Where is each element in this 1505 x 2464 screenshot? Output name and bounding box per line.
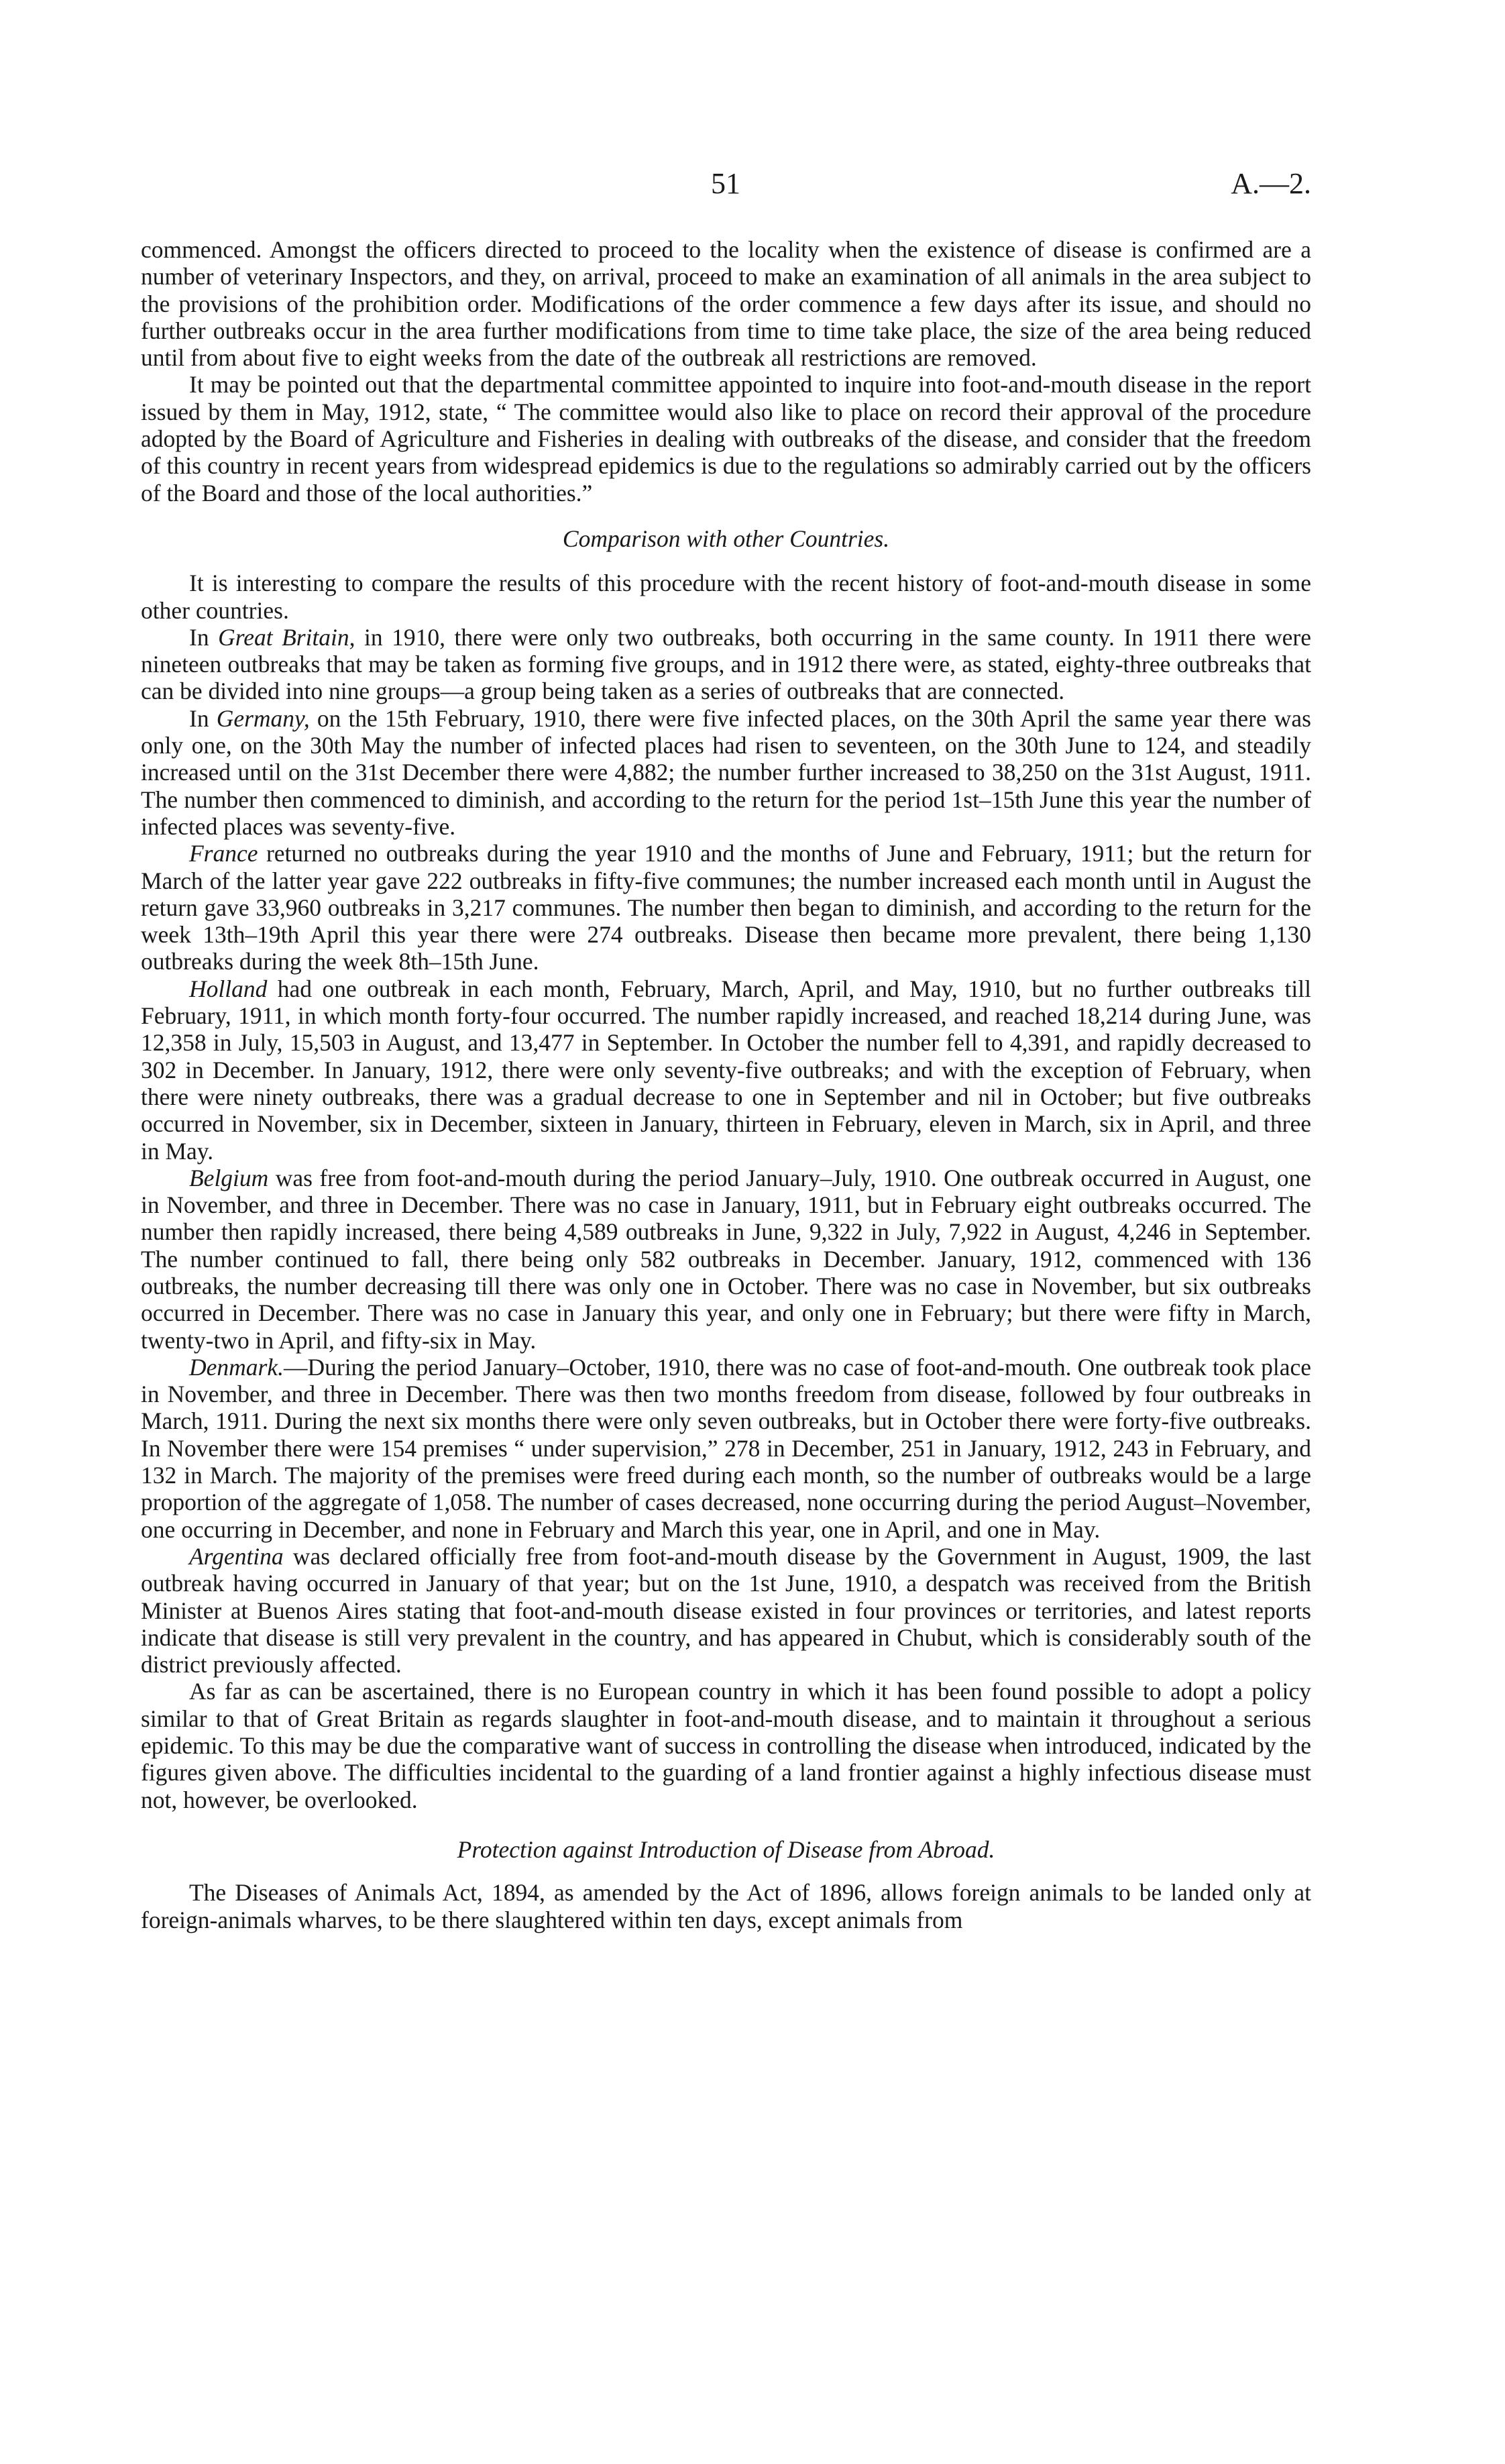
paragraph-great-britain: In Great Britain, in 1910, there were only two outbreaks, both occurring in the same county. In 1911 there were nineteen outbreaks that may be taken as forming five groups, and in 1912 there were, as stated, eighty-three outbreaks that can be divided into nine groups—a group being taken as a series of outbreaks that are connected.	[141, 623, 1312, 705]
section-heading-protection: Protection against Introduction of Disease from Abroad.	[457, 1835, 995, 1863]
country-name: Great Britain,	[218, 623, 355, 651]
paragraph-denmark: Denmark.—During the period January–October, 1910, there was no case of foot-and-mouth. One outbreak took place in November, and three in December. There was then two months freedom from disease, followed by four outbreaks in March, 1911. During the next six months there were only seven outbreaks, but in October there were forty-five outbreaks. In November there were 154 premises “ under supervision,” 278 in December, 251 in January, 1912, 243 in February, and 132 in March. The majority of the premises were freed during each month, so the number of outbreaks would be a large proportion of the aggregate of 1,058. The number of cases decreased, none occurring during the period August–November, one occurring in December, and none in February and March this year, one in April, and one in May.	[141, 1353, 1311, 1543]
section-heading-comparison: Comparison with other Countries.	[562, 525, 890, 552]
paragraph-argentina: Argentina was declared officially free from foot-and-mouth disease by the Government in August, 1909, the last outbreak having occurred in January of that year; but on the 1st June, 1910, a despatch was received from the British Minister at Buenos Aires stating that foot-and-mouth disease existed in four provinces or territories, and latest reports indicate that disease is still very prevalent in the country, and has appeared in Chubut, which is considerably south of the district previously affected.	[141, 1542, 1311, 1678]
paragraph-conclusion: As far as can be ascertained, there is no European country in which it has been found possible to adopt a policy similar to that of Great Britain as regards slaughter in foot-and-mouth disease, and to maintain it throughout a serious epidemic. To this may be due the comparative want of success in controlling the disease when introduced, indicated by the figures given above. The difficulties incidental to the guarding of a land frontier against a highly infectious disease must not, however, be overlooked.	[141, 1678, 1311, 1813]
document-reference: A.—2.	[1231, 167, 1311, 200]
country-name: Belgium	[189, 1164, 269, 1191]
paragraph-belgium: Belgium was free from foot-and-mouth during the period January–July, 1910. One outbreak occurred in August, one in November, and three in December. There was no case in January, 1911, but in February eight outbreaks occurred. The number then rapidly increased, there being 4,589 outbreaks in June, 9,322 in July, 7,922 in August, 4,246 in September. The number continued to fall, there being only 582 outbreaks in December. January, 1912, commenced with 136 outbreaks, the number decreasing till there was only one in October. There was no case in November, but six outbreaks occurred in December. There was no case in January this year, and only one in February; but there were fifty in March, twenty-two in April, and fifty-six in May.	[141, 1164, 1311, 1354]
page-header	[141, 166, 1311, 207]
paragraph-diseases-act: The Diseases of Animals Act, 1894, as amended by the Act of 1896, allows foreign animals to be landed only at foreign-animals wharves, to be there slaughtered within ten days, except animals from	[141, 1879, 1311, 1933]
country-name: France	[189, 840, 258, 867]
paragraph-germany: In Germany, on the 15th February, 1910, there were five infected places, on the 30th April the same year there was only one, on the 30th May the number of infected places had risen to seventeen, on the 30th June to 124, and steadily increased until on the 31st December there were 4,882; the number further increased to 38,250 on the 31st August, 1911. The number then commenced to diminish, and according to the return for the period 1st–15th June this year the number of infected places was seventy-five.	[141, 704, 1311, 840]
country-name: Argentina	[189, 1542, 284, 1570]
page-number: 51	[711, 167, 740, 200]
paragraph-holland: Holland had one outbreak in each month, February, March, April, and May, 1910, but no further outbreaks till February, 1911, in which month forty-four occurred. The number rapidly increased, and reached 18,214 during June, was 12,358 in July, 15,503 in August, and 13,477 in September. In October the number fell to 4,391, and rapidly decreased to 302 in December. In January, 1912, there were only seventy-five outbreaks; and with the exception of February, when there were ninety outbreaks, there was a gradual decrease to one in September and nil in October; but five outbreaks occurred in November, six in December, sixteen in January, thirteen in February, eleven in March, six in April, and three in May.	[141, 975, 1311, 1165]
paragraph-comparison-intro: It is interesting to compare the results of this procedure with the recent history of foot-and-mouth disease in some other countries.	[141, 570, 1311, 624]
paragraph-continuation: commenced. Amongst the officers directed to proceed to the locality when the existence of disease is confirmed are a number of veterinary Inspectors, and they, on arrival, proceed to make an examination of all animals in the area subject to the provisions of the prohibition order. Modifications of the order commence a few days after its issue, and should no further outbreaks occur in the area further modifications from time to time take place, the size of the area being reduced until from about five to eight weeks from the date of the outbreak all restrictions are removed.	[141, 236, 1311, 372]
country-name: Germany,	[216, 704, 310, 732]
paragraph-committee-quote: It may be pointed out that the departmental committee appointed to inquire into foot-and-mouth disease in the report issued by them in May, 1912, state, “ The committee would also like to place on record their approval of the procedure adopted by the Board of Agriculture and Fisheries in dealing with outbreaks of the disease, and consider that the freedom of this country in recent years from widespread epidemics is due to the regulations so admirably carried out by the officers of the Board and those of the local authorities.”	[141, 371, 1311, 506]
country-name: Denmark.	[189, 1353, 284, 1381]
document-body	[141, 236, 1311, 1933]
country-name: Holland	[189, 975, 268, 1002]
paragraph-france: France returned no outbreaks during the year 1910 and the months of June and February, 1911; but the return for March of the latter year gave 222 outbreaks in fifty-five communes; the number increased each month until in August the return gave 33,960 outbreaks in 3,217 communes. The number then began to diminish, and according to the return for the week 13th–19th April this year there were 274 outbreaks. Disease then became more prevalent, there being 1,130 outbreaks during the week 8th–15th June.	[141, 840, 1311, 975]
